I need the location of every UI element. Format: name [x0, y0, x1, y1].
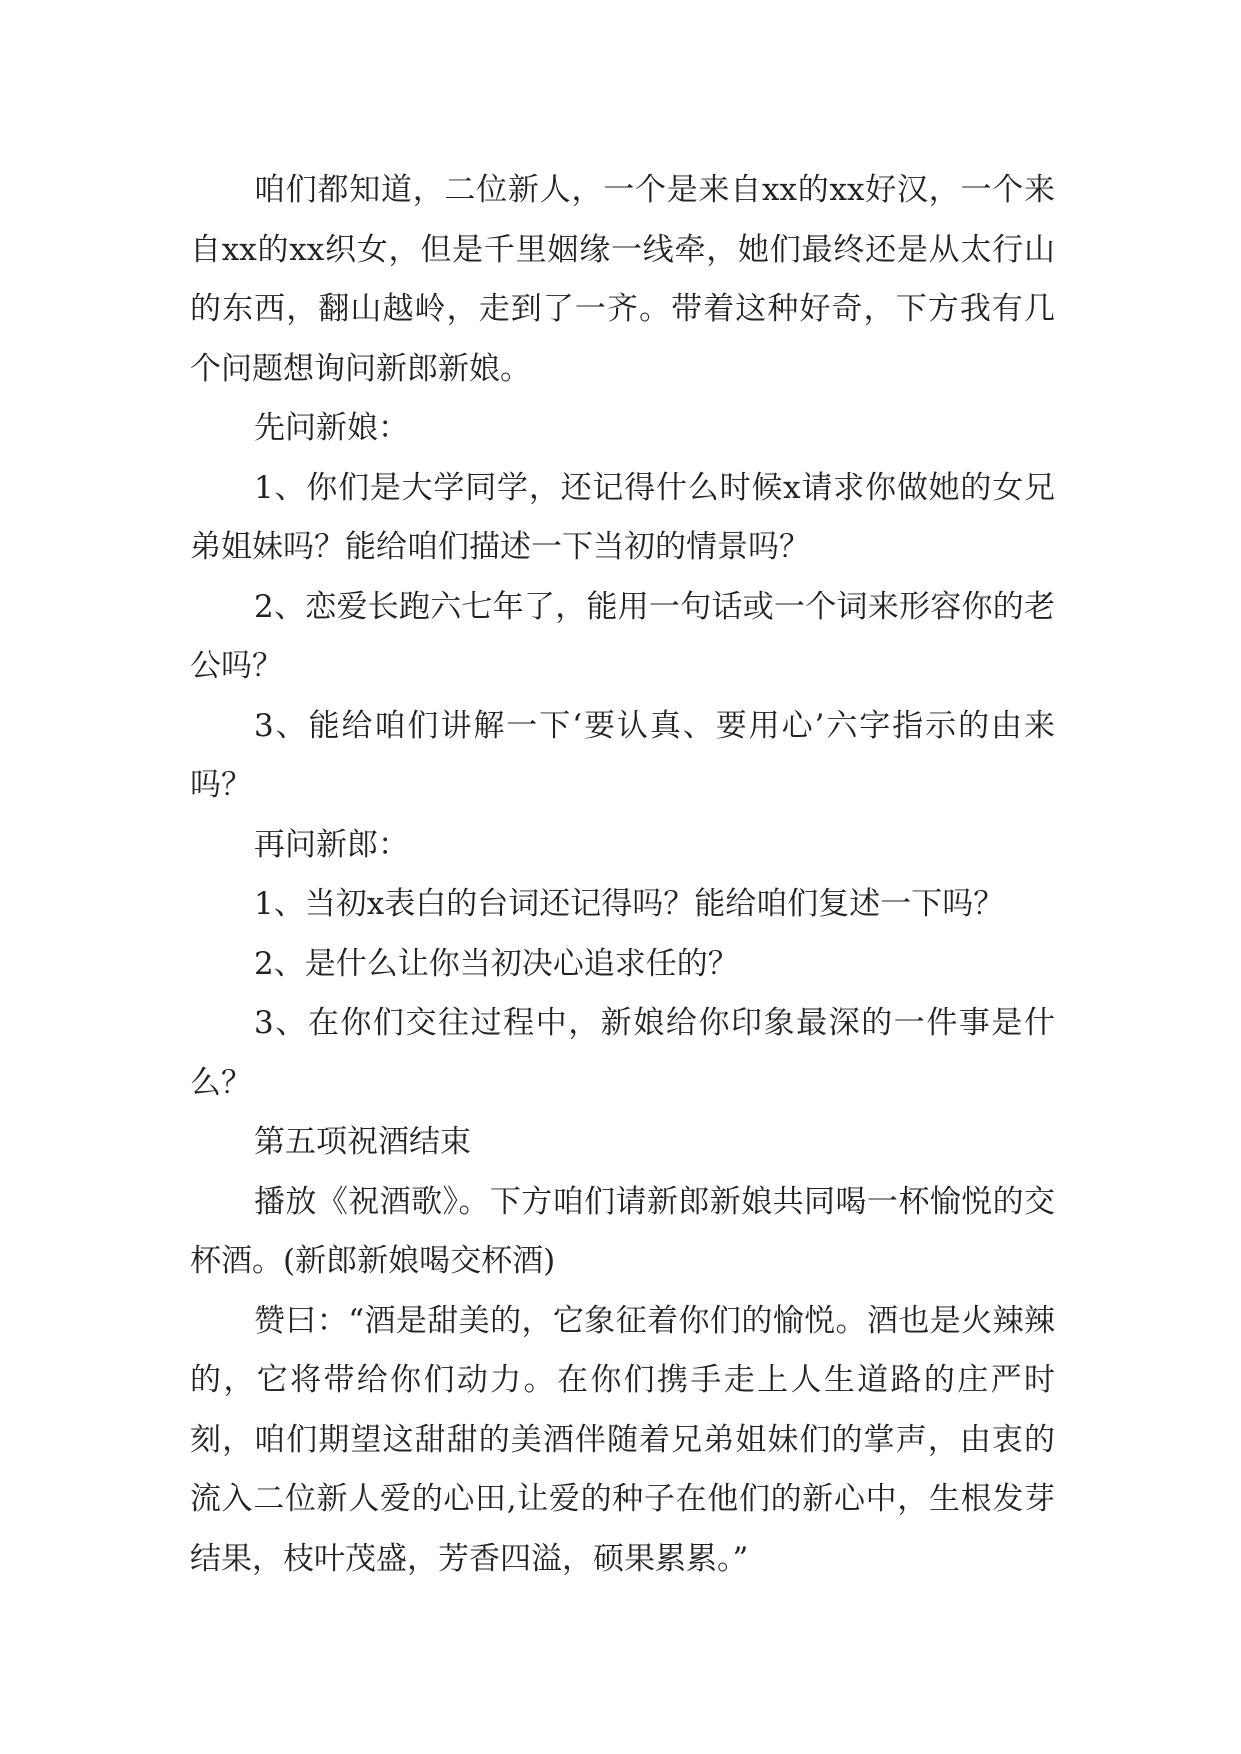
paragraph-groom-question-3: 3、在你们交往过程中，新娘给你印象最深的一件事是什么？ [190, 1005, 1055, 1101]
paragraph-bride-question-1: 1、你们是大学同学，还记得什么时候x请求你做她的女兄弟姐妹吗？能给咱们描述一下当初的情景吗？ [190, 469, 1055, 565]
paragraph-bride-question-2: 2、恋爱长跑六七年了，能用一句话或一个词来形容你的老公吗？ [190, 588, 1055, 684]
paragraph-intro: 咱们都知道，二位新人，一个是来自xx的xx好汉，一个来自xx的xx织女，但是千里姻缘一线牵，她们最终还是从太行山的东西，翻山越岭，走到了一齐。带着这种好奇，下方我有几个问题想询问新郎新娘。 [190, 172, 1055, 387]
paragraph-bride-heading: 先问新娘： [254, 410, 409, 446]
paragraph-groom-heading: 再问新郎： [254, 826, 409, 863]
paragraph-groom-question-2: 2、是什么让你当初决心追求任的？ [254, 945, 739, 982]
section-heading-toast: 第五项祝酒结束 [254, 1124, 471, 1160]
document-body [190, 161, 1055, 1589]
paragraph-groom-question-1: 1、当初x表白的台词还记得吗？能给咱们复述一下吗？ [254, 886, 1005, 922]
paragraph-toast-song: 播放《祝酒歌》。下方咱们请新郎新娘共同喝一杯愉悦的交杯酒。(新郎新娘喝交杯酒) [190, 1183, 1055, 1279]
paragraph-bride-question-3: 3、能给咱们讲解一下‘要认真、要用心’六字指示的由来吗？ [190, 707, 1055, 803]
paragraph-toast-blessing: 赞曰：“酒是甜美的，它象征着你们的愉悦。酒也是火辣辣的，它将带给你们动力。在你们携手走上人生道路的庄严时刻，咱们期望这甜甜的美酒伴随着兄弟姐妹们的掌声，由衷的流入二位新人爱的心田,让爱的种子在他们的新心中，生根发芽结果，枝叶茂盛，芳香四溢，硕果累累。” [190, 1302, 1055, 1577]
